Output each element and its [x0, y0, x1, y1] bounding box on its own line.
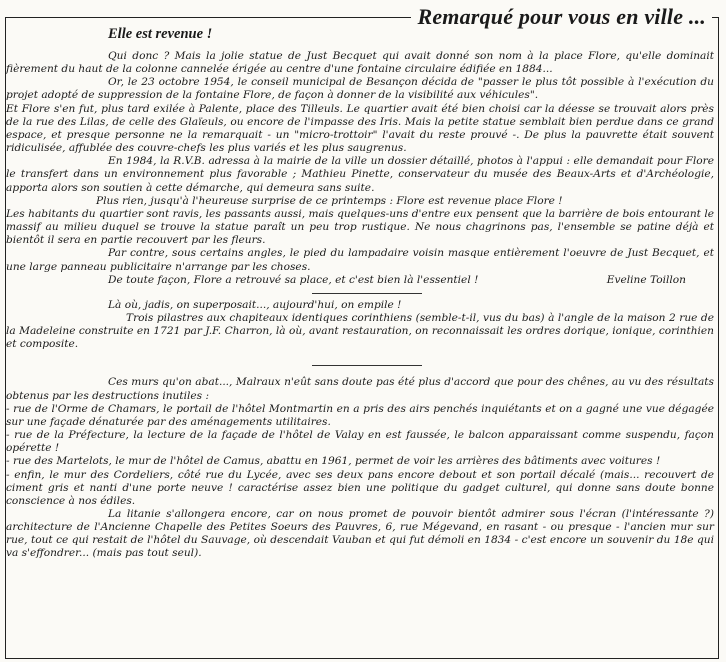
- list-item: - rue des Martelots, le mur de l'hôtel de Camus, abattu en 1961, permet de voir les arrières des bâtiments avec voitures !: [6, 455, 661, 468]
- paragraph: En 1984, la R.V.B. adressa à la mairie de la ville un dossier détaillé, photos à l'appui : elle demandait pour Flore le transfert dans un environnement plus favorable ; Mathieu Pinette, conservateur du musée des Beaux-Arts et d'Archéologie, apporta alors son soutien à cette démarche, qui demeura sans suite.: [6, 155, 714, 194]
- closing-line: [6, 274, 714, 287]
- paragraph: Qui donc ? Mais la jolie statue de Just Becquet qui avait donné son nom à la place Flore, qu'elle dominait fièrement du haut de la colonne cannelée érigée au centre d'une fontaine circulaire édifiée en 1884...: [6, 50, 714, 76]
- article-title: Elle est revenue !: [108, 26, 213, 42]
- paragraph: Trois pilastres aux chapiteaux identiques corinthiens (semble-t-il, vus du bas) à l'angle de la maison 2 rue de la Madeleine construite en 1721 par J.F. Charron, là où, avant restauration, on reconnaissait les ordres dorique, ionique, corinthien et composite.: [6, 311, 714, 351]
- paragraph: Et Flore s'en fut, plus tard exilée à Palente, place des Tilleuls. Le quartier avait été bien choisi car la déesse se trouvait alors près de la rue des Lilas, de celle des Glaïeuls, ou encore de l'impasse des Iris. Mais la petite statue semblait bien perdue dans ce grand espace, et presque personne ne la remarquait - un "micro-trottoir" l'avait du reste prouvé -. De plus la pauvrette était souvent ridiculisée, affublée des couvre-chefs les plus variés et les plus saugrenus.: [6, 102, 714, 155]
- list-item: - rue de l'Orme de Chamars, le portail de l'hôtel Montmartin en a pris des airs penchés inquiétants et on a gagné une vue dégagée sur une façade dénaturée par des aménagements utilitaires.: [6, 402, 714, 428]
- paragraph: Ces murs qu'on abat..., Malraux n'eût sans doute pas été plus d'accord que pour des chênes, au vu des résultats obtenus par les destructions inutiles :: [6, 376, 714, 402]
- closing-sentence: De toute façon, Flore a retrouvé sa place, et c'est bien là l'essentiel !: [108, 273, 479, 286]
- article-content: [6, 26, 714, 561]
- paragraph: Les habitants du quartier sont ravis, les passants aussi, mais quelques-uns d'entre eux pensent que la barrière de bois entourant le massif au milieu duquel se trouve la statue paraît un peu trop rustique. Ne nous chagrinons pas, l'ensemble se patine déjà et bientôt il sera en partie recouvert par les fleurs.: [6, 207, 714, 247]
- section-divider: [312, 365, 422, 366]
- paragraph: Or, le 23 octobre 1954, le conseil municipal de Besançon décida de "passer le plus tôt possible à l'exécution du projet adopté de suppression de la fontaine Flore, de façon à donner de la visibilité aux véhicules".: [6, 76, 714, 102]
- paragraph-lead: Là où, jadis, on superposait..., aujourd'hui, on empile !: [108, 298, 402, 311]
- paragraph: La litanie s'allongera encore, car on nous promet de pouvoir bientôt admirer sous l'écran (l'intéressante ?) architecture de l'Ancienne Chapelle des Petites Soeurs des Pauvres, 6, rue Mégevand, en rasant - ou presque - l'ancien mur sur rue, tout ce qui restait de l'hôtel du Sauvage, où descendait Vauban et qui fut démoli en 1834 - c'est encore un souvenir du 18e qui va s'effondrer... (mais pas tout seul).: [6, 508, 714, 560]
- paragraph: Par contre, sous certains angles, le pied du lampadaire voisin masque entièrement l'oeuvre de Just Becquet, et une large panneau publicitaire n'arrange par les choses.: [6, 247, 714, 273]
- list-item: - enfin, le mur des Cordeliers, côté rue du Lycée, avec ses deux pans encore debout et son portail décalé (mais... recouvert de ciment gris et nanti d'une porte neuve ! caractérise assez bien une politique du gadget culturel, qui donne sans doute bonne conscience à nos édiles.: [6, 468, 714, 507]
- section-divider: [312, 293, 422, 294]
- page-header-title: Remarqué pour vous en ville ...: [411, 4, 712, 30]
- author-signature: Eveline Toillon: [606, 273, 686, 286]
- paragraph: Plus rien, jusqu'à l'heureuse surprise de ce printemps : Flore est revenue place Flore !: [96, 194, 563, 207]
- list-item: - rue de la Préfecture, la lecture de la façade de l'hôtel de Valay en est faussée, le balcon apparaissant comme suspendu, façon opérette !: [6, 429, 714, 455]
